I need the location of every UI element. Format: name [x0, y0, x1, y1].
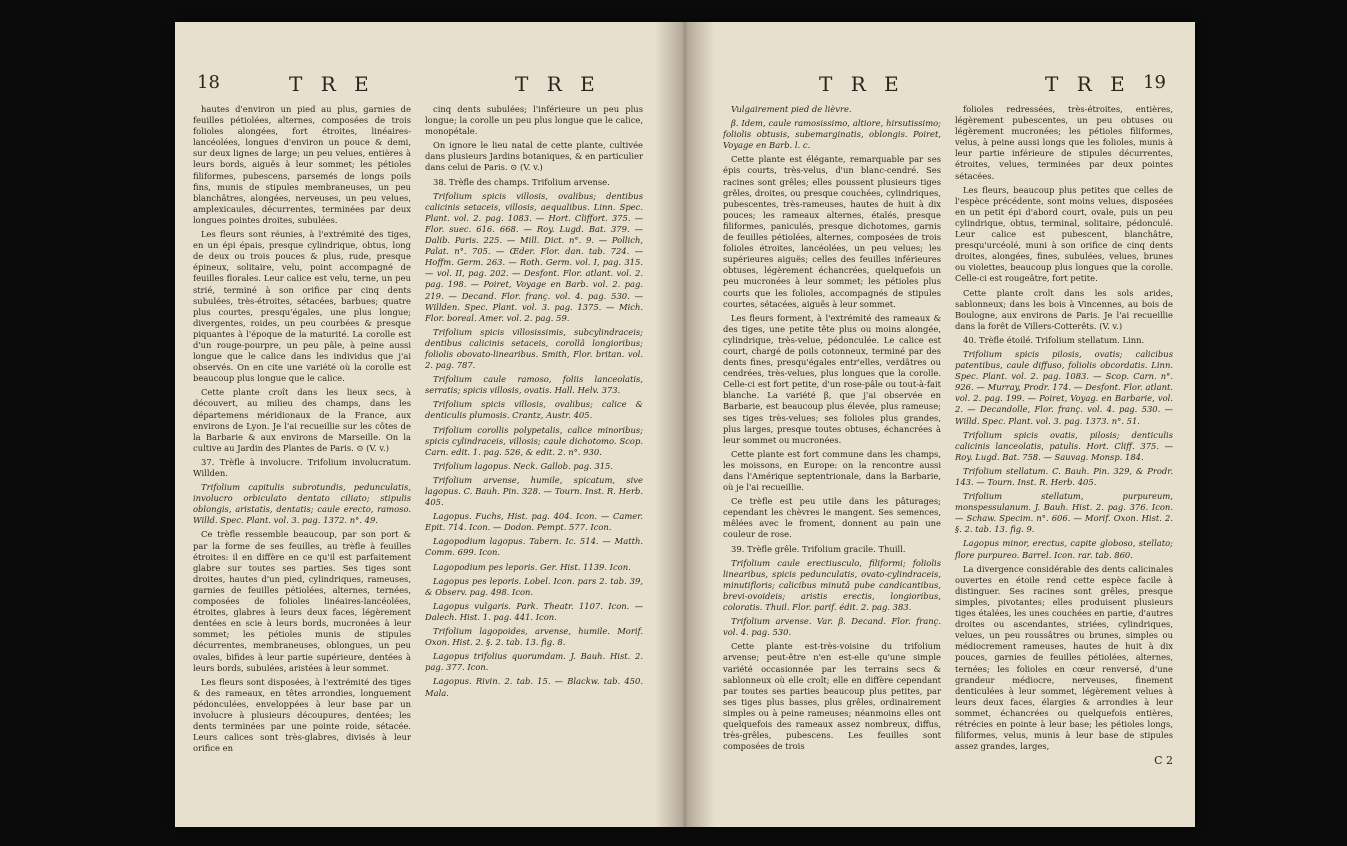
paragraph: cinq dents subulées; l'inférieure un peu plus longue; la corolle un peu plus longue que le calice, monopétale. [425, 104, 643, 137]
paragraph: Ce trèfle ressemble beaucoup, par son port & par la forme de ses feuilles, au trèfle à feuilles étroites: il en diffère en ce qu'il est parfaitement glabre sur toutes ses parties. Ses tiges sont droites, hautes d'un pied, cylindriques, rameuses, garnies de feuilles pétiolées, alternes, ternées, composées de folioles linéaires-lancéolées, étroites, glabres à leurs deux faces, légèrement dentées en scie à leurs bords, mucronées à leur sommet; les pétioles munis de stipules décurrentes, membraneuses, oblongues, un peu ovales, bifides à leur partie supérieure, dentées à leurs bords, subulées, aristées à leur sommet. [193, 529, 411, 673]
reference: Trifolium caule erectiusculo, filiformi; foliolis linearibus, spicis pedunculatis, ovato-cylindraceis, minutifloris; calicibus minutâ pube candicantibus, brevi-ovoideis; aristis erectis, longioribus, coloratis. Thuil. Flor. parif. édit. 2. pag. 383. [723, 557, 941, 613]
reference: Trifolium lagopoides, arvense, humile. Morif. Oxon. Hist. 2. §. 2. tab. 13. fig. 8. [425, 626, 643, 648]
right-page [723, 72, 1173, 812]
paragraph: Les fleurs sont disposées, à l'extrémité des tiges & des rameaux, en têtes arrondies, longuement pédonculées, enveloppées à leur base par un involucre à plusieurs découpures, dentées; les dents terminées par une pointe roide, sétacée. Leurs calices sont très-glabres, divisés à leur orifice en [193, 676, 411, 754]
paragraph: Cette plante croît dans les sols arides, sablonneux; dans les bois à Vincennes, au bois de Boulogne, aux environs de Paris. Je l'ai recueillie dans la forêt de Villers-Cotterêts. (V. v.) [955, 287, 1173, 331]
paragraph: Cette plante est-très-voisine du trifolium arvense; peut-être n'en est-elle qu'une simple variété occasionnée par les terrains secs & sablonneux où elle croît; elle en diffère cependant par toutes ses parties beaucoup plus petites, par ses tiges plus basses, plus grêles, ordinairement simples ou à peine rameuses; néanmoins elles ont quelquefois des rameaux assez nombreux, diffus, très-grêles, pubescens. Les feuilles sont composées de trois [723, 641, 941, 752]
book-gutter [655, 22, 715, 827]
left-page-column-1 [193, 104, 411, 757]
reference: Lagopus. Rivin. 2. tab. 15. — Blackw. tab. 450. Mala. [425, 676, 643, 698]
page-number: 18 [197, 72, 220, 93]
running-head-title: T R E [289, 72, 375, 96]
signature-mark: C 2 [1154, 754, 1173, 768]
reference: Lagopus minor, erectus, capite globoso, stellato; flore purpureo. Barrel. Icon. rar. tab. 860. [955, 538, 1173, 560]
page-number: 19 [1143, 72, 1166, 93]
reference: Trifolium spicis pilosis, ovatis; calicibus patentibus, caule diffuso, foliolis obcordatis. Linn. Spec. Plant. vol. 2. pag. 1083. — Scop. Carn. n°. 926. — Murray, Prodr. 174. — Desfont. Flor. atlant. vol. 2. pag. 199. — Poiret, Voyag. en Barbarie, vol. 2. — Decandolle, Flor. franç. vol. 4. pag. 530. — Willd. Spec. Plant. vol. 3. pag. 1373. n°. 51. [955, 348, 1173, 426]
reference: Trifolium spicis villosis, ovalibus; dentibus calicinis setaceis, villosis, aequalibus. Linn. Spec. Plant. vol. 2. pag. 1083. — Hort. Cliffort. 375. — Flor. suec. 616. 668. — Roy. Lugd. Bat. 379. — Dalib. Paris. 225. — Mill. Dict. n°. 9. — Pollich, Palat. n°. 705. — Œder. Flor. dan. tab. 724. — Hoffm. Germ. 263. — Roth. Germ. vol. I, pag. 315. — vol. II, pag. 202. — Desfont. Flor. atlant. vol. 2. pag. 198. — Poiret, Voyage en Barb. vol. 2. pag. 219. — Decand. Flor. franç. vol. 4. pag. 530. — Willden. Spec. Plant. vol. 3. pag. 1375. — Mich. Flor. boreal. Amer. vol. 2. pag. 59. [425, 190, 643, 323]
paragraph: Les fleurs forment, à l'extrémité des rameaux & des tiges, une petite tête plus ou moins alongée, cylindrique, très-velue, pédonculée. Le calice est court, chargé de poils cotonneux, terminé par des dents fines, presqu'égales entr'elles, verdâtres ou cendrées, très-velues, plus longues que la corolle. Celle-ci est fort petite, d'un rose-pâle ou tout-à-fait blanche. La variété β, que j'ai observée en Barbarie, est beaucoup plus élevée, plus rameuse; ses tiges très-velues; ses folioles plus grandes, plus larges, presque toutes obtuses, échancrées à leur sommet ou mucronées. [723, 312, 941, 445]
paragraph: Cette plante croît dans les lieux secs, à découvert, au milieu des champs, dans les départemens méridionaux de la France, aux environs de Lyon. Je l'ai recueillie sur les côtes de la Barbarie & aux environs de Marseille. On la cultive au Jardin des Plantes de Paris. ⊙ (V. v.) [193, 387, 411, 453]
reference: Trifolium spicis ovatis, pilosis; denticulis calicinis lanceolatis, patulis. Hort. Cliff. 375. — Roy. Lugd. Bat. 758. — Sauvag. Monsp. 184. [955, 429, 1173, 462]
paragraph: La divergence considérable des dents calicinales ouvertes en étoile rend cette espèce facile à distinguer. Ses racines sont grêles, presque simples, pivotantes; elles produisent plusieurs tiges étalées, les unes couchées en partie, d'autres droites ou ascendantes, striées, cylindriques, velues, un peu roussâtres ou brunes, simples ou médiocrement rameuses, hautes de huit à dix pouces, garnies de feuilles pétiolées, alternes, ternées; les folioles en cœur renversé, d'une grandeur médiocre, nerveuses, finement denticulées à leur sommet, légèrement velues à leurs deux faces, élargies & arrondies à leur sommet, échancrées ou quelquefois entières, rétrécies en pointe à leur base; les pétioles longs, filiformes, velus, munis à leur base de stipules assez grandes, larges, [955, 563, 1173, 752]
reference: Trifolium stellatum. C. Bauh. Pin. 329, & Prodr. 143. — Tourn. Inst. R. Herb. 405. [955, 465, 1173, 487]
paragraph: Cette plante est élégante, remarquable par ses épis courts, très-velus, d'un blanc-cendré. Ses racines sont grêles; elles poussent plusieurs tiges grêles, droites, ou presque couchées, cylindriques, pubescentes, très-rameuses, hautes de huit à dix pouces; les rameaux alternes, étalés, presque filiformes, paniculés, presque dichotomes, garnis de feuilles pétiolées, alternes, composées de trois folioles étroites, lancéolées, un peu velues; les supérieures aiguës; celles des feuilles inférieures obtuses, légèrement échancrées, quelquefois un peu mucronées à leur sommet; les pétioles plus courts que les folioles, accompagnés de stipules courtes, sétacées, aiguës à leur sommet. [723, 154, 941, 309]
reference: Trifolium arvense, humile, spicatum, sive lagopus. C. Bauh. Pin. 328. — Tourn. Inst. R. Herb. 405. [425, 474, 643, 508]
right-running-head [723, 72, 1173, 100]
right-page-column-2 [955, 104, 1173, 766]
open-book [175, 22, 1195, 827]
reference: Lagopus. Fuchs, Hist. pag. 404. Icon. — Camer. Epit. 714. Icon. — Dodon. Pempt. 577. Icon. [425, 511, 643, 533]
reference: Lagopodium pes leporis. Ger. Hist. 1139. Icon. [433, 561, 631, 572]
reference: Trifolium lagopus. Neck. Gallob. pag. 315. [433, 460, 614, 471]
paragraph: Les fleurs, beaucoup plus petites que celles de l'espèce précédente, sont moins velues, disposées en un petit épi d'abord court, ovale, puis un peu cylindrique, obtus, terminal, solitaire, pédonculé. Leur calice est pubescent, blanchâtre, presqu'urcéolé, muni à son orifice de cinq dents droites, alongées, fines, subulées, velues, brunes ou violettes, beaucoup plus longues que la corolle. Celle-ci est rougeâtre, fort petite. [955, 184, 1173, 284]
paragraph: Les fleurs sont réunies, à l'extrémité des tiges, en un épi épais, presque cylindrique, obtus, long de deux ou trois pouces & plus, rude, presque épineux, solitaire, velu, point accompagné de feuilles florales. Leur calice est velu, terne, un peu strié, terminé à son orifice par cinq dents subulées, très-étroites, sétacées, barbues; quatre plus courtes, presqu'égales, une plus longue; divergentes, roides, un peu courbées & presque piquantes à l'époque de la maturité. La corolle est d'un rouge-pourpre, un peu pâle, à peine aussi longue que le calice dans les individus que j'ai observés. On en cite une variété où la corolle est beaucoup plus longue que le calice. [193, 229, 411, 384]
reference: Lagopodium lagopus. Tabern. Ic. 514. — Matth. Comm. 699. Icon. [425, 536, 643, 558]
right-page-column-1 [723, 104, 941, 766]
running-head-title: T R E [1045, 72, 1131, 96]
left-running-head [193, 72, 643, 100]
reference: Lagopus pes leporis. Lobel. Icon. pars 2. tab. 39, & Observ. pag. 498. Icon. [425, 575, 643, 597]
species-heading: 38. Trèfle des champs. Trifolium arvense. [433, 176, 610, 187]
reference: Trifolium spicis villosis, ovalibus; calice & denticulis plumosis. Crantz, Austr. 405. [425, 399, 643, 421]
paragraph: Cette plante est fort commune dans les champs, les moissons, en Europe: on la rencontre aussi dans l'Amérique septentrionale, dans la Barbarie, où je l'ai recueillie. [723, 448, 941, 493]
paragraph: folioles redressées, très-étroites, entières, légèrement pubescentes, un peu obtuses ou légèrement mucronées; les pétioles filiformes, velus, à peine aussi longs que les folioles, munis à leur partie inférieure de stipules décurrentes, étroites, velues, terminées par deux pointes sétacées. [955, 104, 1173, 181]
reference: Trifolium corollis polypetalis, calice minoribus; spicis cylindraceis, villosis; caule dichotomo. Scop. Carn. edit. 1. pag. 526, & edit. 2. n°. 930. [425, 424, 643, 457]
species-heading: 40. Trèfle étoilé. Trifolium stellatum. Linn. [963, 334, 1145, 345]
species-heading: 37. Trèfle à involucre. Trifolium involucratum. Willden. [193, 456, 411, 478]
reference: Lagopus trifolius quorumdam. J. Bauh. Hist. 2. pag. 377. Icon. [425, 651, 643, 673]
reference: β. Idem, caule ramosissimo, altiore, hirsutissimo; foliolis obtusis, subemarginatis, oblongis. Poiret, Voyage en Barb. l. c. [723, 118, 941, 151]
reference: Trifolium caule ramoso, foliis lanceolatis, serratis; spicis villosis, ovatis. Hall. Helv. 373. [425, 374, 643, 396]
running-head-title: T R E [819, 72, 905, 96]
paragraph: On ignore le lieu natal de cette plante, cultivée dans plusieurs Jardins botaniques, & en particulier dans celui de Paris. ⊙ (V. v.) [425, 140, 643, 173]
species-heading: 39. Trèfle grêle. Trifolium gracile. Thuill. [731, 543, 906, 554]
reference: Trifolium stellatum, purpureum, monspessulanum. J. Bauh. Hist. 2. pag. 376. Icon. — Schaw. Specim. n°. 606. — Morif. Oxon. Hist. 2. §. 2. tab. 13. fig. 9. [955, 491, 1173, 535]
reference: Trifolium arvense. Var. β. Decand. Flor. franç. vol. 4. pag. 530. [723, 616, 941, 638]
reference: Lagopus vulgaris. Park. Theatr. 1107. Icon. — Dalech. Hist. 1. pag. 441. Icon. [425, 600, 643, 622]
paragraph: hautes d'environ un pied au plus, garnies de feuilles pétiolées, alternes, composées de trois folioles alongées, fort étroites, linéaires-lancéolées, longues d'environ un pouce & demi, sur deux lignes de large; un peu velues, entières à leurs bords, aiguës à leur sommet; les pétioles filiformes, pubescens, parsemés de longs poils fins, munis de stipules membraneuses, un peu blanchâtres, alongées, nerveuses, un peu velues, amplexicaules, décurrentes, terminées par deux longues pointes droites, subulées. [193, 104, 411, 225]
left-page-column-2 [425, 104, 643, 757]
left-page [193, 72, 643, 812]
reference: Trifolium spicis villosissimis, subcylindraceis; dentibus calicinis setaceis, corollâ longioribus; foliolis obovato-linearibus. Smith, Flor. britan. vol. 2. pag. 787. [425, 326, 643, 371]
paragraph: Vulgairement pied de lièvre. [731, 104, 852, 114]
running-head-title: T R E [515, 72, 601, 96]
paragraph: Ce trèfle est peu utile dans les pâturages; cependant les chèvres le mangent. Ses semences, mêlées avec le froment, donnent au pain une couleur de rose. [723, 496, 941, 540]
reference: Trifolium capitulis subrotundis, pedunculatis, involucro orbiculato dentato ciliato; stipulis oblongis, aristatis, dentatis; caule erecto, ramoso. Willd. Spec. Plant. vol. 3. pag. 1372. n°. 49. [193, 482, 411, 526]
